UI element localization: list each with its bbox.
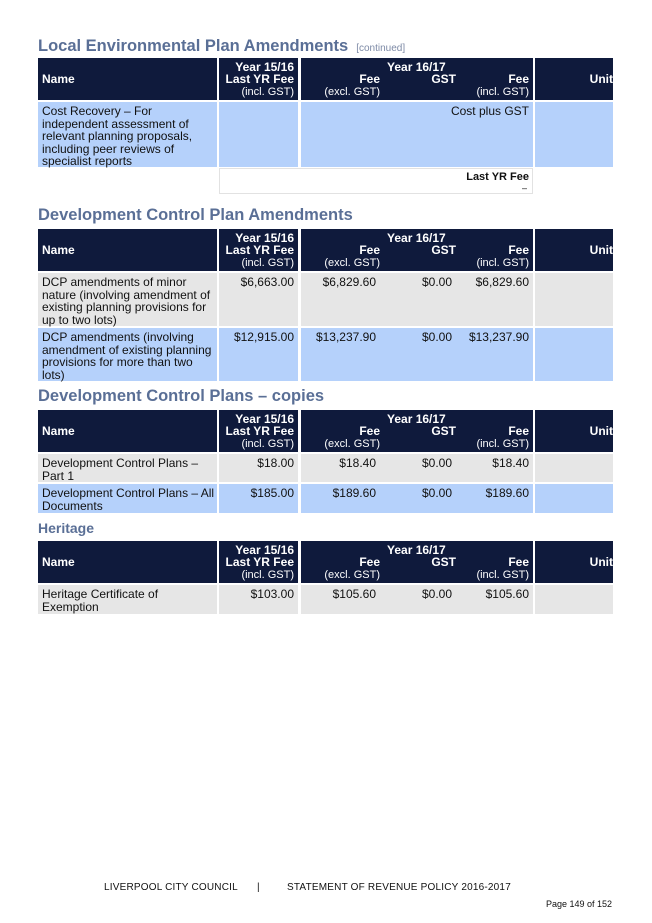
section-title-dcp-copies: Development Control Plans – copies [38, 387, 325, 405]
header-incl-gst: (incl. GST) [241, 86, 294, 98]
row-fee-excl: $105.60 [332, 587, 376, 601]
dcp-amendments-table [38, 229, 613, 381]
header-name: Name [42, 72, 75, 86]
table-row [38, 100, 613, 167]
row-last-yr-fee: $18.00 [257, 456, 294, 470]
row-gst: $0.00 [421, 486, 452, 500]
row-name: Development Control Plans – Part 1 [42, 456, 199, 483]
row-fee-incl: $189.60 [485, 486, 529, 500]
header-gst: GST [431, 243, 456, 257]
header-fee: Fee [359, 424, 380, 438]
row-gst: $0.00 [421, 330, 452, 344]
row-fee: Cost plus GST [450, 104, 529, 118]
row-fee-incl: $18.40 [492, 456, 529, 470]
table-row [38, 482, 613, 513]
row-name: Cost Recovery – For independent assessment of relevant planning proposals, including peer reviews of specialist reports [42, 104, 193, 168]
row-fee-incl: $105.60 [485, 587, 529, 601]
section-title-text: Local Environmental Plan Amendments [38, 37, 349, 55]
header-last-yr-fee: Last YR Fee [225, 243, 294, 257]
section-title-dcp-amendments: Development Control Plan Amendments [38, 206, 353, 224]
row-name: DCP amendments (involving amendment of existing planning provisions for more than two lots) [42, 330, 212, 382]
header-unit: Unit [589, 555, 613, 569]
header-year1617: Year 16/17 [387, 412, 446, 426]
header-unit: Unit [589, 424, 613, 438]
table-row [38, 583, 613, 614]
last-yr-fee-label: Last YR Fee [466, 171, 529, 183]
header-year1617: Year 16/17 [387, 231, 446, 245]
table-row [38, 326, 613, 381]
footer-separator: | [257, 882, 260, 893]
header-excl-gst: (excl. GST) [324, 569, 380, 581]
table-header [38, 410, 613, 452]
heritage-table [38, 541, 613, 614]
section-title-heritage: Heritage [38, 520, 95, 536]
table-header [38, 229, 613, 271]
header-unit: Unit [589, 72, 613, 86]
row-name: Development Control Plans – All Documents [42, 486, 215, 513]
header-incl-gst: (incl. GST) [476, 569, 529, 581]
header-year1516: Year 15/16 [235, 60, 294, 74]
header-excl-gst: (excl. GST) [324, 438, 380, 450]
table-header [38, 541, 613, 583]
continued-label: [continued] [356, 43, 406, 54]
header-gst: GST [431, 555, 456, 569]
header-incl-gst: (incl. GST) [476, 438, 529, 450]
header-incl-gst: (incl. GST) [241, 257, 294, 269]
row-fee-incl: $6,829.60 [475, 275, 529, 289]
lep-table [38, 58, 613, 195]
header-fee: Fee [359, 72, 380, 86]
header-year1516: Year 15/16 [235, 543, 294, 557]
row-gst: $0.00 [421, 275, 452, 289]
last-yr-fee-row [38, 167, 613, 195]
header-last-yr-fee: Last YR Fee [225, 555, 294, 569]
page-number: Page 149 of 152 [545, 899, 612, 909]
header-gst: GST [431, 72, 456, 86]
header-name: Name [42, 555, 75, 569]
row-fee-excl: $18.40 [339, 456, 376, 470]
row-gst: $0.00 [421, 456, 452, 470]
row-fee-incl: $13,237.90 [468, 330, 529, 344]
header-year1617: Year 16/17 [387, 60, 446, 74]
table-header [38, 58, 613, 100]
row-last-yr-fee: $6,663.00 [240, 275, 294, 289]
header-year1516: Year 15/16 [235, 231, 294, 245]
header-year1617: Year 16/17 [387, 543, 446, 557]
last-yr-fee-value: – [521, 183, 527, 193]
header-excl-gst: (excl. GST) [324, 86, 380, 98]
table-row [38, 452, 613, 482]
header-last-yr-fee: Last YR Fee [225, 72, 294, 86]
row-name: DCP amendments of minor nature (involving amendment of existing planning provisions for up to two lots) [42, 275, 211, 327]
header-fee: Fee [359, 243, 380, 257]
header-fee-incl: Fee [508, 424, 529, 438]
section-title-lep [38, 37, 405, 56]
header-unit: Unit [589, 243, 613, 257]
header-incl-gst: (incl. GST) [476, 257, 529, 269]
header-incl-gst: (incl. GST) [241, 569, 294, 581]
dcp-copies-table [38, 410, 613, 513]
header-incl-gst: (incl. GST) [476, 86, 529, 98]
header-year1516: Year 15/16 [235, 412, 294, 426]
row-fee-excl: $6,829.60 [322, 275, 376, 289]
header-fee-incl: Fee [508, 555, 529, 569]
row-last-yr-fee: $103.00 [250, 587, 294, 601]
header-excl-gst: (excl. GST) [324, 257, 380, 269]
row-last-yr-fee: $12,915.00 [233, 330, 294, 344]
footer-council: LIVERPOOL CITY COUNCIL [104, 882, 238, 893]
header-fee: Fee [359, 555, 380, 569]
header-fee-incl: Fee [508, 72, 529, 86]
header-incl-gst: (incl. GST) [241, 438, 294, 450]
header-name: Name [42, 243, 75, 257]
row-fee-excl: $13,237.90 [315, 330, 376, 344]
header-last-yr-fee: Last YR Fee [225, 424, 294, 438]
header-gst: GST [431, 424, 456, 438]
row-gst: $0.00 [421, 587, 452, 601]
header-name: Name [42, 424, 75, 438]
footer-statement: STATEMENT OF REVENUE POLICY 2016-2017 [287, 882, 511, 893]
row-name: Heritage Certificate of Exemption [42, 587, 159, 614]
row-fee-excl: $189.60 [332, 486, 376, 500]
header-fee-incl: Fee [508, 243, 529, 257]
row-last-yr-fee: $185.00 [250, 486, 294, 500]
table-row [38, 271, 613, 326]
